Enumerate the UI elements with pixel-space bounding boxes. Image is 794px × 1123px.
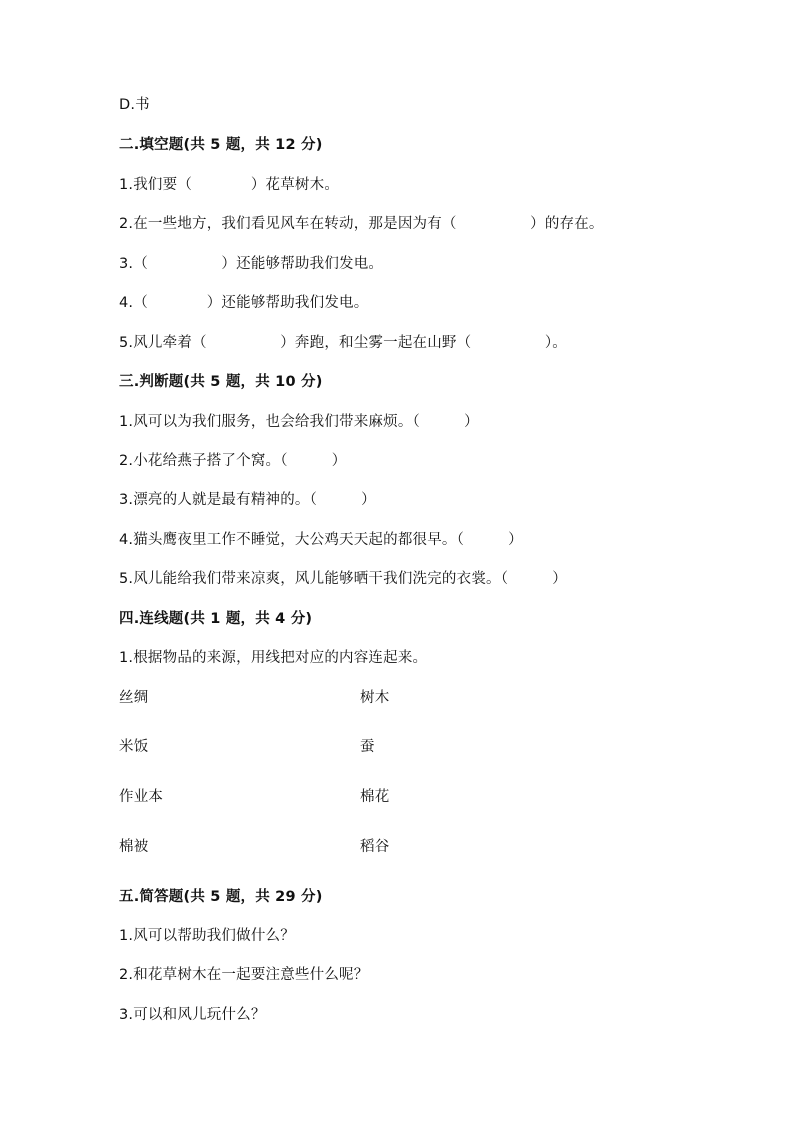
section-2-question-4: 4.（ ）还能够帮助我们发电。 xyxy=(119,295,369,311)
match-right-item: 蚕 xyxy=(360,739,375,755)
section-3-question-1: 1.风可以为我们服务，也会给我们带来麻烦。（ ） xyxy=(119,414,479,430)
section-2-question-2: 2.在一些地方，我们看见风车在转动，那是因为有（ ）的存在。 xyxy=(119,216,604,232)
section-2-heading: 二.填空题(共 5 题，共 12 分) xyxy=(119,137,323,153)
section-2-question-3: 3.（ ）还能够帮助我们发电。 xyxy=(119,256,384,272)
section-2-question-5: 5.风儿牵着（ ）奔跑，和尘雾一起在山野（ ）。 xyxy=(119,335,567,351)
top-option: D.书 xyxy=(119,97,150,113)
match-left-item: 棉被 xyxy=(119,839,149,855)
section-5-question-1: 1.风可以帮助我们做什么？ xyxy=(119,928,295,944)
match-left-item: 作业本 xyxy=(119,789,164,805)
section-5-question-2: 2.和花草树木在一起要注意些什么呢？ xyxy=(119,967,369,983)
match-left-item: 丝绸 xyxy=(119,690,149,706)
section-3-question-3: 3.漂亮的人就是最有精神的。（ ） xyxy=(119,492,376,508)
section-4-heading: 四.连线题(共 1 题，共 4 分) xyxy=(119,611,313,627)
section-3-heading: 三.判断题(共 5 题，共 10 分) xyxy=(119,374,323,390)
section-2-question-1: 1.我们要（ ）花草树木。 xyxy=(119,177,340,193)
match-left-item: 米饭 xyxy=(119,739,149,755)
match-right-item: 稻谷 xyxy=(360,839,390,855)
match-right-item: 棉花 xyxy=(360,789,390,805)
section-4-question-1: 1.根据物品的来源，用线把对应的内容连起来。 xyxy=(119,650,428,666)
match-right-item: 树木 xyxy=(360,690,390,706)
section-3-question-5: 5.风儿能给我们带来凉爽，风儿能够晒干我们洗完的衣裳。（ ） xyxy=(119,571,567,587)
section-3-question-2: 2.小花给燕子搭了个窝。（ ） xyxy=(119,453,347,469)
section-5-heading: 五.简答题(共 5 题，共 29 分) xyxy=(119,889,323,905)
section-3-question-4: 4.猫头鹰夜里工作不睡觉，大公鸡天天起的都很早。（ ） xyxy=(119,532,523,548)
section-5-question-3: 3.可以和风儿玩什么？ xyxy=(119,1007,266,1023)
